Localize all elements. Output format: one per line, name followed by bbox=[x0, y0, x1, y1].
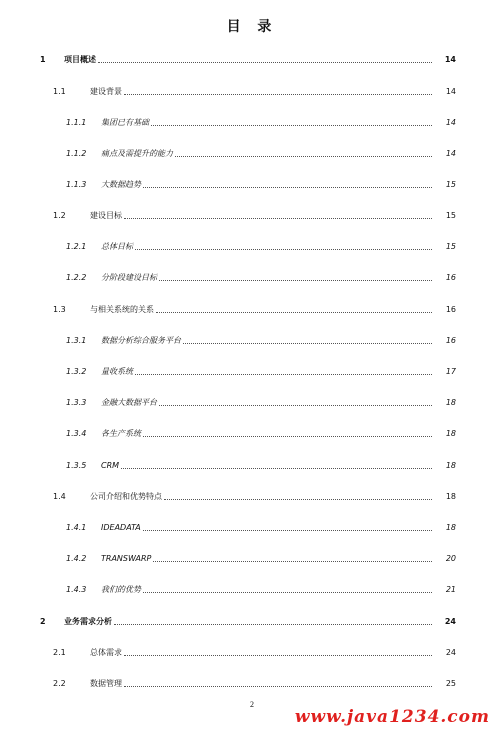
toc-entry-label: 业务需求分析 bbox=[64, 617, 112, 626]
toc-entry-label: 建设背景 bbox=[90, 87, 122, 96]
toc-entry-label: 与相关系统的关系 bbox=[90, 305, 154, 314]
toc-dot-leader bbox=[135, 365, 432, 375]
toc-entry-page: 18 bbox=[445, 429, 456, 438]
toc-entry-label: 分阶段建设目标 bbox=[101, 273, 157, 282]
toc-dot-leader bbox=[156, 303, 432, 313]
toc-entry-page: 18 bbox=[445, 461, 456, 470]
toc-entry-label: 数据分析综合服务平台 bbox=[101, 336, 181, 345]
toc-entry-number: 1.1.3 bbox=[66, 180, 87, 189]
toc-entry[interactable] bbox=[0, 459, 504, 473]
toc-entry[interactable] bbox=[0, 240, 504, 254]
toc-entry-page: 25 bbox=[445, 679, 456, 688]
toc-entry-label: 痛点及需提升的能力 bbox=[101, 149, 173, 158]
toc-entry-number: 1.3.4 bbox=[66, 429, 87, 438]
toc-entry-page: 24 bbox=[444, 617, 456, 626]
toc-entry-label: TRANSWARP bbox=[101, 554, 152, 563]
toc-entry[interactable] bbox=[0, 365, 504, 379]
toc-entry-page: 16 bbox=[445, 336, 456, 345]
toc-entry[interactable] bbox=[0, 646, 504, 660]
toc-entry-label: 我们的优势 bbox=[101, 585, 141, 594]
toc-entry-page: 14 bbox=[445, 118, 456, 127]
toc-entry-label: 金融大数据平台 bbox=[101, 398, 157, 407]
toc-entry-label: 建设目标 bbox=[90, 211, 122, 220]
toc-dot-leader bbox=[124, 209, 432, 219]
toc-entry-number: 1.4 bbox=[53, 492, 66, 501]
toc-entry-page: 14 bbox=[445, 149, 456, 158]
toc-entry-page: 14 bbox=[444, 55, 456, 64]
toc-entry[interactable] bbox=[0, 85, 504, 99]
toc-dot-leader bbox=[143, 521, 432, 531]
toc-entry[interactable] bbox=[0, 583, 504, 597]
toc-entry-page: 20 bbox=[445, 554, 456, 563]
toc-entry-page: 15 bbox=[445, 180, 456, 189]
toc-entry-number: 1.4.2 bbox=[66, 554, 87, 563]
toc-dot-leader bbox=[121, 459, 432, 469]
toc-dot-leader bbox=[159, 396, 432, 406]
toc-entry-page: 14 bbox=[445, 87, 456, 96]
toc-entry[interactable] bbox=[0, 490, 504, 504]
toc-dot-leader bbox=[175, 147, 432, 157]
toc-entry-page: 15 bbox=[445, 211, 456, 220]
toc-entry-number: 2 bbox=[40, 617, 46, 626]
toc-entry-number: 1.3.5 bbox=[66, 461, 87, 470]
toc-title: 目 录 bbox=[226, 19, 278, 35]
toc-entry[interactable] bbox=[0, 334, 504, 348]
toc-dot-leader bbox=[183, 334, 432, 344]
toc-entry-page: 18 bbox=[445, 492, 456, 501]
toc-dot-leader bbox=[124, 646, 432, 656]
toc-entry-page: 17 bbox=[445, 367, 456, 376]
toc-dot-leader bbox=[153, 552, 432, 562]
toc-entry-label: 总体需求 bbox=[90, 648, 122, 657]
toc-entry-number: 1.3.3 bbox=[66, 398, 87, 407]
toc-dot-leader bbox=[151, 116, 432, 126]
toc-dot-leader bbox=[98, 53, 432, 63]
toc-entry[interactable] bbox=[0, 552, 504, 566]
toc-entry-label: IDEADATA bbox=[101, 523, 141, 532]
toc-dot-leader bbox=[124, 677, 432, 687]
toc-dot-leader bbox=[159, 271, 432, 281]
toc-entry-page: 16 bbox=[445, 273, 456, 282]
toc-entry-number: 1.1.2 bbox=[66, 149, 87, 158]
toc-entry-page: 15 bbox=[445, 242, 456, 251]
toc-entry-number: 1.3.2 bbox=[66, 367, 87, 376]
toc-dot-leader bbox=[143, 427, 432, 437]
toc-dot-leader bbox=[124, 85, 432, 95]
toc-entry-number: 2.1 bbox=[53, 648, 66, 657]
toc-entry[interactable] bbox=[0, 209, 504, 223]
toc-entry[interactable] bbox=[0, 116, 504, 130]
toc-entry-label: 大数据趋势 bbox=[101, 180, 141, 189]
toc-entry-number: 2.2 bbox=[53, 679, 66, 688]
toc-entry-number: 1.1.1 bbox=[66, 118, 87, 127]
toc-dot-leader bbox=[135, 240, 432, 250]
toc-entry-page: 18 bbox=[445, 398, 456, 407]
toc-entry-page: 16 bbox=[445, 305, 456, 314]
toc-entry-number: 1.2.2 bbox=[66, 273, 87, 282]
toc-entry-number: 1.3 bbox=[53, 305, 66, 314]
watermark-text: www.java1234.com bbox=[294, 707, 490, 727]
toc-entry-number: 1.4.3 bbox=[66, 585, 87, 594]
toc-entry-label: CRM bbox=[101, 461, 120, 470]
toc-entry[interactable] bbox=[0, 396, 504, 410]
toc-entry[interactable] bbox=[0, 677, 504, 691]
toc-dot-leader bbox=[143, 583, 432, 593]
page-number: 2 bbox=[250, 700, 254, 709]
toc-entry-number: 1.2.1 bbox=[66, 242, 87, 251]
toc-entry[interactable] bbox=[0, 615, 504, 629]
toc-entry-label: 公司介绍和优势特点 bbox=[90, 492, 162, 501]
toc-entry-label: 量收系统 bbox=[101, 367, 133, 376]
toc-entry-number: 1 bbox=[40, 55, 46, 64]
toc-entry[interactable] bbox=[0, 303, 504, 317]
toc-entry[interactable] bbox=[0, 521, 504, 535]
toc-dot-leader bbox=[114, 615, 432, 625]
toc-entry[interactable] bbox=[0, 271, 504, 285]
toc-entry-number: 1.3.1 bbox=[66, 336, 87, 345]
toc-entry-number: 1.4.1 bbox=[66, 523, 87, 532]
toc-dot-leader bbox=[143, 178, 432, 188]
toc-entry[interactable] bbox=[0, 147, 504, 161]
toc-entry-number: 1.2 bbox=[53, 211, 66, 220]
toc-dot-leader bbox=[164, 490, 432, 500]
toc-entry-label: 总体目标 bbox=[101, 242, 133, 251]
toc-entry-page: 18 bbox=[445, 523, 456, 532]
toc-entry-label: 集团已有基础 bbox=[101, 118, 149, 127]
toc-entry-page: 21 bbox=[445, 585, 456, 594]
toc-entry-label: 数据管理 bbox=[90, 679, 122, 688]
toc-entry-number: 1.1 bbox=[53, 87, 66, 96]
toc-entry-label: 各生产系统 bbox=[101, 429, 141, 438]
toc-entry[interactable] bbox=[0, 427, 504, 441]
toc-entry-label: 项目概述 bbox=[64, 55, 96, 64]
toc-entry-page: 24 bbox=[445, 648, 456, 657]
toc-entry[interactable] bbox=[0, 53, 504, 67]
toc-entry[interactable] bbox=[0, 178, 504, 192]
